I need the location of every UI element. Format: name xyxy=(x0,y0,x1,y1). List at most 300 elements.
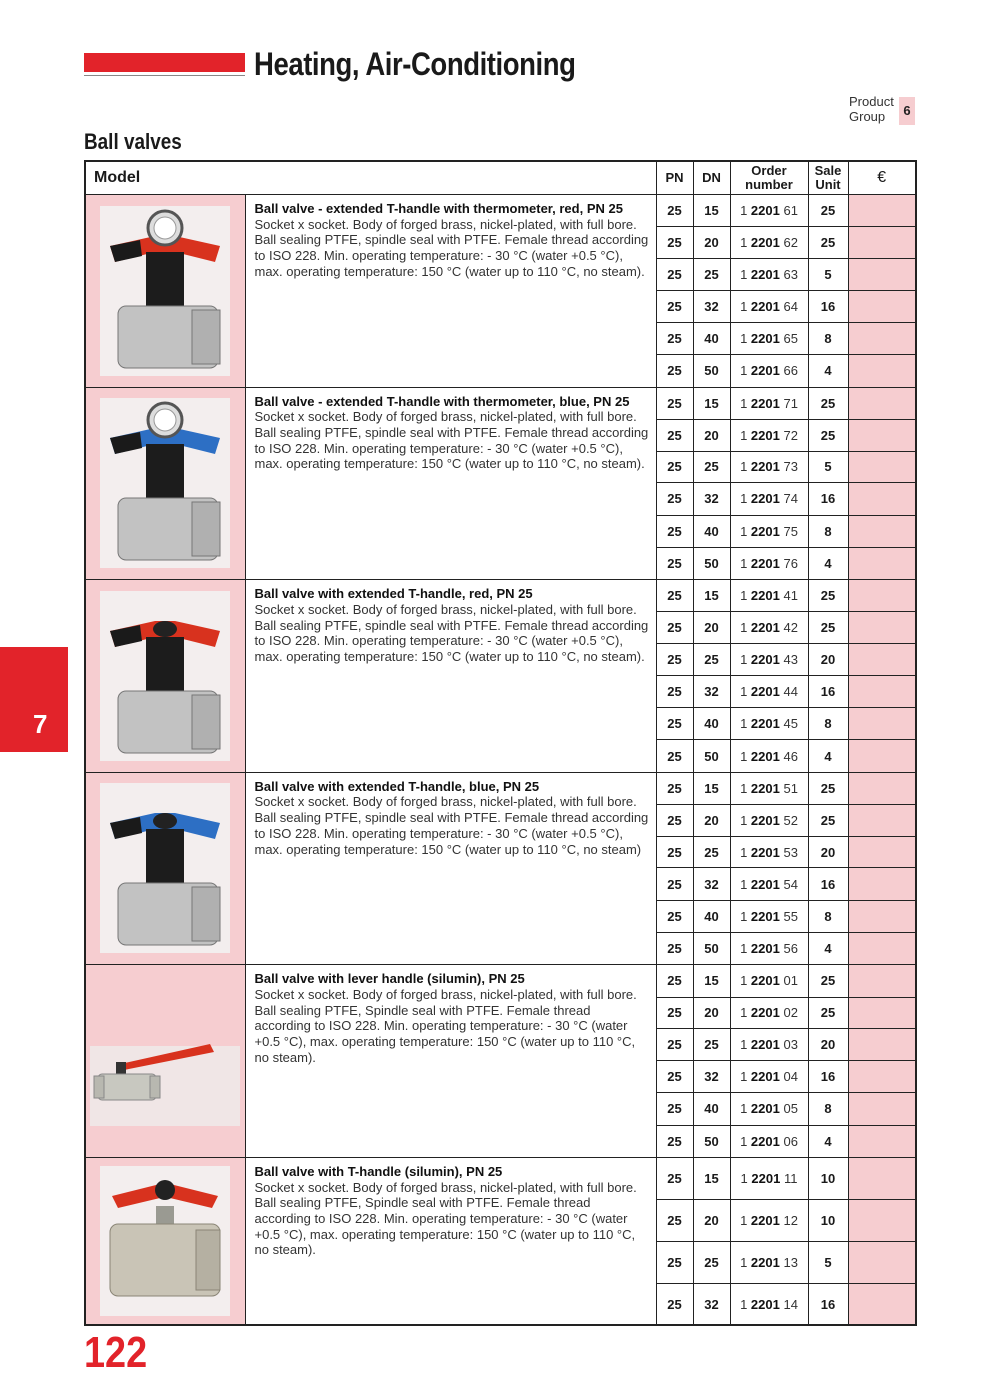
pn-cell: 25 xyxy=(656,1157,693,1199)
price-cell xyxy=(848,675,916,707)
dn-cell: 15 xyxy=(693,772,730,804)
order-prefix: 1 xyxy=(740,651,748,667)
sale-unit-cell: 4 xyxy=(808,932,848,964)
sale-unit-cell: 8 xyxy=(808,515,848,547)
order-bold: 2201 xyxy=(750,1101,780,1117)
order-number-cell xyxy=(730,515,808,547)
order-bold: 2201 xyxy=(750,620,780,636)
price-cell xyxy=(848,804,916,836)
order-bold: 2201 xyxy=(750,780,780,796)
product-description: Socket x socket. Body of forged brass, nickel-plated, with full bore. Ball sealing PTFE, Spindle seal with PTFE. Female thread according to ISO 228. Min. operating temperature: - 30 °C (water +0.5 °C), max. operating temperature: 150 °C (water up to 110 °C, no steam). xyxy=(254,1179,637,1258)
dn-cell: 50 xyxy=(693,547,730,579)
price-cell xyxy=(848,290,916,322)
sale-unit-cell: 4 xyxy=(808,547,848,579)
dn-cell: 32 xyxy=(693,290,730,322)
price-cell xyxy=(848,387,916,419)
product-description-cell xyxy=(245,1157,656,1325)
product-image-cell xyxy=(85,195,245,388)
product-title: Ball valve with lever handle (silumin), PN 25 xyxy=(254,971,525,987)
order-suffix: 75 xyxy=(783,523,798,539)
order-bold: 2201 xyxy=(750,491,780,507)
order-prefix: 1 xyxy=(740,780,748,796)
order-bold: 2201 xyxy=(750,1212,780,1228)
order-prefix: 1 xyxy=(740,459,748,475)
sale-unit-cell: 16 xyxy=(808,1283,848,1325)
chapter-tab xyxy=(0,647,68,752)
header-sale-unit: Sale Unit xyxy=(808,161,848,195)
order-suffix: 43 xyxy=(783,651,798,667)
order-prefix: 1 xyxy=(740,266,748,282)
order-number-cell xyxy=(730,675,808,707)
sale-unit-cell: 8 xyxy=(808,900,848,932)
order-suffix: 02 xyxy=(783,1005,798,1021)
product-title: Ball valve - extended T-handle with thermometer, blue, PN 25 xyxy=(254,393,630,409)
sale-unit-cell: 8 xyxy=(808,1093,848,1125)
dn-cell: 15 xyxy=(693,1157,730,1199)
sale-unit-cell: 25 xyxy=(808,804,848,836)
pn-cell: 25 xyxy=(656,451,693,483)
dn-cell: 40 xyxy=(693,708,730,740)
pn-cell: 25 xyxy=(656,1283,693,1325)
order-bold: 2201 xyxy=(750,427,780,443)
section-title: Ball valves xyxy=(84,129,182,154)
sale-unit-cell: 25 xyxy=(808,772,848,804)
pn-cell: 25 xyxy=(656,644,693,676)
pn-cell: 25 xyxy=(656,612,693,644)
order-number-cell xyxy=(730,1060,808,1092)
order-number-cell xyxy=(730,290,808,322)
product-description-cell xyxy=(245,772,656,965)
dn-cell: 25 xyxy=(693,1029,730,1061)
product-title: Ball valve with extended T-handle, blue, PN 25 xyxy=(254,778,540,794)
order-bold: 2201 xyxy=(750,716,780,732)
order-prefix: 1 xyxy=(740,1069,748,1085)
sale-unit-cell: 25 xyxy=(808,612,848,644)
dn-cell: 25 xyxy=(693,451,730,483)
order-suffix: 03 xyxy=(783,1037,798,1053)
pn-cell: 25 xyxy=(656,355,693,387)
order-suffix: 12 xyxy=(783,1212,798,1228)
order-prefix: 1 xyxy=(740,844,748,860)
pn-cell: 25 xyxy=(656,1241,693,1283)
order-bold: 2201 xyxy=(750,1254,780,1270)
order-bold: 2201 xyxy=(750,876,780,892)
order-suffix: 66 xyxy=(783,363,798,379)
sale-unit-cell: 4 xyxy=(808,1125,848,1157)
sale-unit-cell: 20 xyxy=(808,1029,848,1061)
order-prefix: 1 xyxy=(740,427,748,443)
order-number-cell xyxy=(730,1283,808,1325)
sale-unit-cell: 25 xyxy=(808,997,848,1029)
sale-unit-cell: 25 xyxy=(808,419,848,451)
product-image-cell xyxy=(85,387,245,580)
order-suffix: 41 xyxy=(783,588,798,604)
order-bold: 2201 xyxy=(750,1133,780,1149)
order-bold: 2201 xyxy=(750,1069,780,1085)
order-suffix: 52 xyxy=(783,812,798,828)
dn-cell: 32 xyxy=(693,868,730,900)
order-number-cell xyxy=(730,836,808,868)
order-suffix: 71 xyxy=(783,395,798,411)
product-image-cell xyxy=(85,965,245,1158)
price-cell xyxy=(848,258,916,290)
pn-cell: 25 xyxy=(656,258,693,290)
price-cell xyxy=(848,1029,916,1061)
price-cell xyxy=(848,740,916,772)
order-suffix: 01 xyxy=(783,973,798,989)
order-bold: 2201 xyxy=(750,651,780,667)
order-bold: 2201 xyxy=(750,844,780,860)
price-cell xyxy=(848,483,916,515)
order-prefix: 1 xyxy=(740,363,748,379)
dn-cell: 32 xyxy=(693,483,730,515)
order-bold: 2201 xyxy=(750,1037,780,1053)
order-suffix: 11 xyxy=(783,1170,798,1186)
dn-cell: 25 xyxy=(693,1241,730,1283)
product-image-cell xyxy=(85,772,245,965)
order-number-cell xyxy=(730,612,808,644)
order-suffix: 64 xyxy=(783,298,798,314)
table-row xyxy=(85,195,916,227)
order-number-cell xyxy=(730,483,808,515)
product-description: Socket x socket. Body of forged brass, nickel-plated, with full bore. Ball sealing PTFE, spindle seal with PTFE. Female thread according to ISO 228. Min. operating temperature: - 30 °C (water +0.5 °C), max. operating temperature: 150 °C (water up to 110 °C, no steam). xyxy=(254,409,649,472)
product-description-cell xyxy=(245,965,656,1158)
order-bold: 2201 xyxy=(750,363,780,379)
order-bold: 2201 xyxy=(750,203,780,219)
sale-unit-cell: 16 xyxy=(808,868,848,900)
order-number-cell xyxy=(730,387,808,419)
price-cell xyxy=(848,612,916,644)
order-suffix: 76 xyxy=(783,555,798,571)
order-suffix: 04 xyxy=(783,1069,798,1085)
sale-unit-cell: 16 xyxy=(808,1060,848,1092)
order-number-cell xyxy=(730,932,808,964)
pn-cell: 25 xyxy=(656,322,693,354)
dn-cell: 20 xyxy=(693,612,730,644)
sale-unit-cell: 4 xyxy=(808,355,848,387)
order-suffix: 56 xyxy=(783,941,798,957)
price-cell xyxy=(848,965,916,997)
order-suffix: 14 xyxy=(783,1296,798,1312)
dn-cell: 25 xyxy=(693,258,730,290)
price-cell xyxy=(848,1199,916,1241)
price-cell xyxy=(848,836,916,868)
order-suffix: 63 xyxy=(783,266,798,282)
order-bold: 2201 xyxy=(750,266,780,282)
lever-handle-valve-image xyxy=(90,996,240,1126)
dn-cell: 15 xyxy=(693,195,730,227)
order-bold: 2201 xyxy=(750,395,780,411)
order-number-cell xyxy=(730,1125,808,1157)
order-suffix: 72 xyxy=(783,427,798,443)
order-bold: 2201 xyxy=(750,748,780,764)
table-row xyxy=(85,1157,916,1199)
sale-unit-cell: 16 xyxy=(808,290,848,322)
order-number-cell xyxy=(730,804,808,836)
order-prefix: 1 xyxy=(740,876,748,892)
dn-cell: 15 xyxy=(693,387,730,419)
order-prefix: 1 xyxy=(740,620,748,636)
pn-cell: 25 xyxy=(656,868,693,900)
t-handle-valve-image xyxy=(100,591,230,761)
order-prefix: 1 xyxy=(740,1296,748,1312)
header-model: Model xyxy=(85,161,656,195)
order-number-cell xyxy=(730,1199,808,1241)
thermo-t-handle-valve-image xyxy=(100,398,230,568)
pn-cell: 25 xyxy=(656,419,693,451)
pn-cell: 25 xyxy=(656,965,693,997)
order-suffix: 65 xyxy=(783,331,798,347)
order-prefix: 1 xyxy=(740,1005,748,1021)
order-suffix: 74 xyxy=(783,491,798,507)
order-bold: 2201 xyxy=(750,941,780,957)
order-number-cell xyxy=(730,580,808,612)
order-prefix: 1 xyxy=(740,941,748,957)
sale-unit-cell: 25 xyxy=(808,387,848,419)
order-number-cell xyxy=(730,997,808,1029)
price-cell xyxy=(848,227,916,259)
order-suffix: 51 xyxy=(783,780,798,796)
sale-unit-cell: 16 xyxy=(808,483,848,515)
product-description: Socket x socket. Body of forged brass, nickel-plated, with full bore. Ball sealing PTFE, spindle seal with PTFE. Female thread according to ISO 228. Min. operating temperature: - 30 °C (water +0.5 °C), max. operating temperature: 150 °C (water up to 110 °C, no steam). xyxy=(254,601,649,664)
dn-cell: 25 xyxy=(693,644,730,676)
sale-unit-cell: 25 xyxy=(808,965,848,997)
order-suffix: 73 xyxy=(783,459,798,475)
dn-cell: 20 xyxy=(693,227,730,259)
thermo-t-handle-valve-image xyxy=(100,206,230,376)
product-description: Socket x socket. Body of forged brass, nickel-plated, with full bore. Ball sealing PTFE, Spindle seal with PTFE. Female thread according to ISO 228. Min. operating temperature: - 30 °C (water +0.5 °C), max. operating temperature: 150 °C (water up to 110 °C, no steam). xyxy=(254,986,637,1065)
dn-cell: 32 xyxy=(693,675,730,707)
pn-cell: 25 xyxy=(656,195,693,227)
order-prefix: 1 xyxy=(740,588,748,604)
sale-unit-cell: 25 xyxy=(808,580,848,612)
product-description: Socket x socket. Body of forged brass, nickel-plated, with full bore. Ball sealing PTFE, spindle seal with PTFE. Female thread according to ISO 228. Min. operating temperature: - 30 °C (water +0.5 °C), max. operating temperature: 150 °C (water up to 110 °C, no steam). xyxy=(254,216,649,279)
price-cell xyxy=(848,195,916,227)
order-number-cell xyxy=(730,258,808,290)
product-title: Ball valve with extended T-handle, red, PN 25 xyxy=(254,586,533,602)
t-handle-valve-image xyxy=(100,783,230,953)
header-dn: DN xyxy=(693,161,730,195)
dn-cell: 40 xyxy=(693,322,730,354)
order-prefix: 1 xyxy=(740,298,748,314)
order-number-cell xyxy=(730,1157,808,1199)
price-cell xyxy=(848,644,916,676)
sale-unit-cell: 20 xyxy=(808,644,848,676)
table-row xyxy=(85,387,916,419)
page-title: Heating, Air-Conditioning xyxy=(254,46,576,82)
order-suffix: 53 xyxy=(783,844,798,860)
page-number: 122 xyxy=(84,1328,148,1377)
pn-cell: 25 xyxy=(656,515,693,547)
order-prefix: 1 xyxy=(740,395,748,411)
order-bold: 2201 xyxy=(750,235,780,251)
product-image-cell xyxy=(85,580,245,773)
sale-unit-cell: 5 xyxy=(808,258,848,290)
order-suffix: 45 xyxy=(783,716,798,732)
pn-cell: 25 xyxy=(656,1060,693,1092)
pn-cell: 25 xyxy=(656,483,693,515)
product-title: Ball valve - extended T-handle with thermometer, red, PN 25 xyxy=(254,201,623,216)
order-prefix: 1 xyxy=(740,523,748,539)
pn-cell: 25 xyxy=(656,675,693,707)
order-number-cell xyxy=(730,451,808,483)
pn-cell: 25 xyxy=(656,900,693,932)
price-cell xyxy=(848,1093,916,1125)
order-number-cell xyxy=(730,227,808,259)
order-suffix: 13 xyxy=(783,1254,798,1270)
order-number-cell xyxy=(730,644,808,676)
price-cell xyxy=(848,547,916,579)
order-prefix: 1 xyxy=(740,1133,748,1149)
price-cell xyxy=(848,322,916,354)
order-number-cell xyxy=(730,772,808,804)
price-cell xyxy=(848,900,916,932)
order-prefix: 1 xyxy=(740,973,748,989)
order-prefix: 1 xyxy=(740,1037,748,1053)
table-row xyxy=(85,772,916,804)
order-suffix: 61 xyxy=(783,203,798,219)
price-cell xyxy=(848,1060,916,1092)
sale-unit-cell: 5 xyxy=(808,451,848,483)
order-bold: 2201 xyxy=(750,908,780,924)
product-image-cell xyxy=(85,1157,245,1325)
order-prefix: 1 xyxy=(740,235,748,251)
sale-unit-cell: 4 xyxy=(808,740,848,772)
dn-cell: 20 xyxy=(693,419,730,451)
pn-cell: 25 xyxy=(656,708,693,740)
order-number-cell xyxy=(730,355,808,387)
pn-cell: 25 xyxy=(656,836,693,868)
price-cell xyxy=(848,355,916,387)
pn-cell: 25 xyxy=(656,804,693,836)
dn-cell: 20 xyxy=(693,997,730,1029)
header-accent-line xyxy=(84,75,245,76)
order-prefix: 1 xyxy=(740,748,748,764)
dn-cell: 15 xyxy=(693,580,730,612)
pn-cell: 25 xyxy=(656,1093,693,1125)
order-bold: 2201 xyxy=(750,298,780,314)
order-prefix: 1 xyxy=(740,331,748,347)
pn-cell: 25 xyxy=(656,547,693,579)
order-number-cell xyxy=(730,708,808,740)
sale-unit-cell: 16 xyxy=(808,675,848,707)
product-title: Ball valve with T-handle (silumin), PN 25 xyxy=(254,1163,503,1179)
order-suffix: 06 xyxy=(783,1133,798,1149)
sale-unit-cell: 10 xyxy=(808,1199,848,1241)
sale-unit-cell: 8 xyxy=(808,708,848,740)
order-number-cell xyxy=(730,547,808,579)
order-suffix: 05 xyxy=(783,1101,798,1117)
order-bold: 2201 xyxy=(750,1296,780,1312)
order-prefix: 1 xyxy=(740,491,748,507)
pn-cell: 25 xyxy=(656,740,693,772)
pn-cell: 25 xyxy=(656,1125,693,1157)
price-cell xyxy=(848,772,916,804)
order-number-cell xyxy=(730,322,808,354)
pn-cell: 25 xyxy=(656,227,693,259)
order-bold: 2201 xyxy=(750,588,780,604)
chapter-tab-number: 7 xyxy=(33,709,48,739)
order-prefix: 1 xyxy=(740,683,748,699)
order-prefix: 1 xyxy=(740,908,748,924)
header-accent-bar xyxy=(84,53,245,72)
order-bold: 2201 xyxy=(751,1170,781,1186)
price-cell xyxy=(848,868,916,900)
sale-unit-cell: 20 xyxy=(808,836,848,868)
order-suffix: 44 xyxy=(783,683,798,699)
dn-cell: 15 xyxy=(693,965,730,997)
price-cell xyxy=(848,515,916,547)
order-number-cell xyxy=(730,900,808,932)
order-suffix: 46 xyxy=(783,748,798,764)
order-prefix: 1 xyxy=(740,1254,748,1270)
dn-cell: 40 xyxy=(693,1093,730,1125)
price-cell xyxy=(848,932,916,964)
order-number-cell xyxy=(730,740,808,772)
pn-cell: 25 xyxy=(656,772,693,804)
dn-cell: 50 xyxy=(693,355,730,387)
order-number-cell xyxy=(730,195,808,227)
header-price: € xyxy=(848,161,916,195)
pn-cell: 25 xyxy=(656,387,693,419)
price-cell xyxy=(848,451,916,483)
order-number-cell xyxy=(730,419,808,451)
price-cell xyxy=(848,1241,916,1283)
dn-cell: 40 xyxy=(693,900,730,932)
pn-cell: 25 xyxy=(656,997,693,1029)
order-prefix: 1 xyxy=(740,1101,748,1117)
dn-cell: 40 xyxy=(693,515,730,547)
order-number-cell xyxy=(730,868,808,900)
sale-unit-cell: 5 xyxy=(808,1241,848,1283)
dn-cell: 50 xyxy=(693,740,730,772)
price-cell xyxy=(848,1125,916,1157)
order-bold: 2201 xyxy=(750,812,780,828)
order-suffix: 55 xyxy=(783,908,798,924)
pn-cell: 25 xyxy=(656,1029,693,1061)
dn-cell: 32 xyxy=(693,1283,730,1325)
product-description-cell xyxy=(245,387,656,580)
pn-cell: 25 xyxy=(656,1199,693,1241)
sale-unit-cell: 25 xyxy=(808,227,848,259)
table-row xyxy=(85,580,916,612)
order-bold: 2201 xyxy=(750,1005,780,1021)
sale-unit-cell: 8 xyxy=(808,322,848,354)
dn-cell: 32 xyxy=(693,1060,730,1092)
order-suffix: 62 xyxy=(783,235,798,251)
order-prefix: 1 xyxy=(740,812,748,828)
order-prefix: 1 xyxy=(740,1170,748,1186)
order-suffix: 54 xyxy=(783,876,798,892)
pn-cell: 25 xyxy=(656,580,693,612)
dn-cell: 50 xyxy=(693,1125,730,1157)
product-table xyxy=(84,160,917,1326)
dn-cell: 25 xyxy=(693,836,730,868)
product-description: Socket x socket. Body of forged brass, nickel-plated, with full bore. Ball sealing PTFE, spindle seal with PTFE. Female thread according to ISO 228. Min. operating temperature: - 30 °C (water +0.5 °C), max. operating temperature: 150 °C (water up to 110 °C, no steam) xyxy=(254,794,649,857)
dn-cell: 50 xyxy=(693,932,730,964)
order-number-cell xyxy=(730,965,808,997)
sale-unit-cell: 10 xyxy=(808,1157,848,1199)
price-cell xyxy=(848,1157,916,1199)
product-description-cell xyxy=(245,195,656,388)
order-prefix: 1 xyxy=(740,555,748,571)
price-cell xyxy=(848,1283,916,1325)
order-suffix: 42 xyxy=(783,620,798,636)
order-number-cell xyxy=(730,1093,808,1125)
pn-cell: 25 xyxy=(656,290,693,322)
sale-unit-cell: 25 xyxy=(808,195,848,227)
header-pn: PN xyxy=(656,161,693,195)
